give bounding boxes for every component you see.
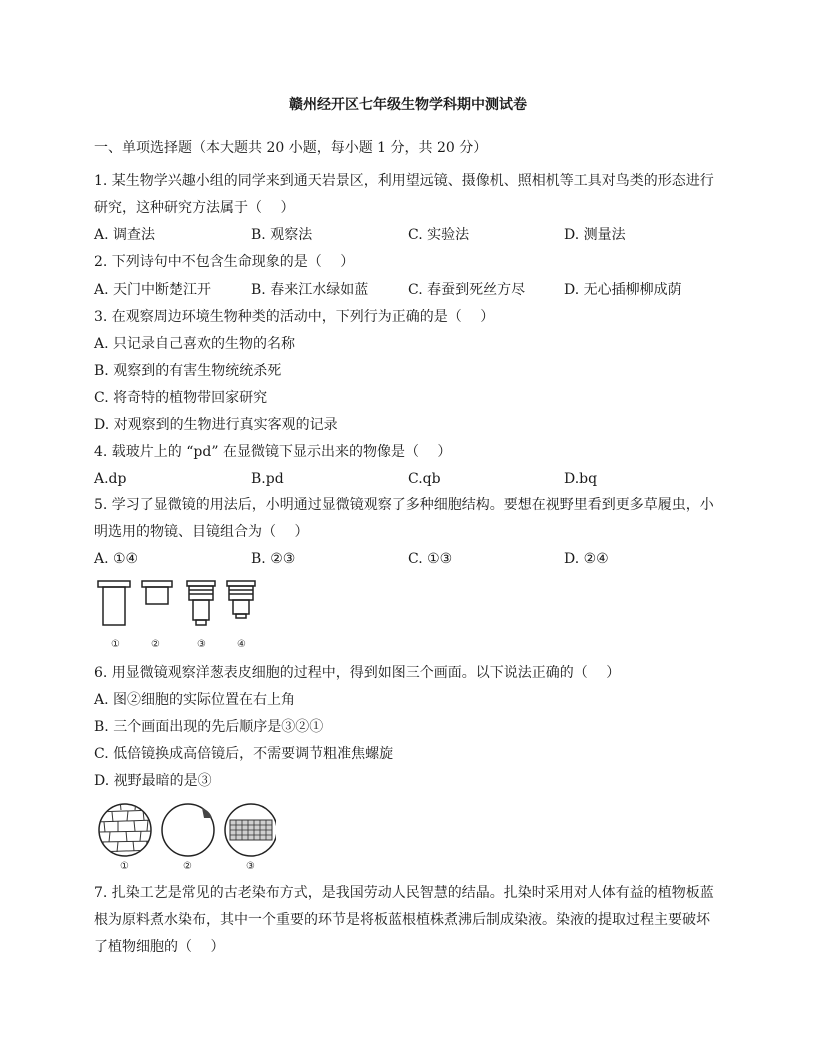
question-7-stem-line3: 了植物细胞的（ ） bbox=[94, 939, 225, 955]
lens-label-3: ③ bbox=[197, 639, 206, 650]
view-label-3: ③ bbox=[246, 861, 255, 872]
field-of-view-2-icon bbox=[162, 804, 214, 856]
question-2-option-a: A. 天门中断楚江开 bbox=[94, 282, 212, 298]
view-label-1: ① bbox=[120, 861, 129, 872]
question-3-option-d: D. 对观察到的生物进行真实客观的记录 bbox=[94, 417, 338, 433]
lens-label-4: ④ bbox=[237, 639, 246, 650]
eyepiece-short-icon bbox=[142, 581, 172, 604]
question-7-stem-line1: 7. 扎染工艺是常见的古老染布方式，是我国劳动人民智慧的结晶。扎染时采用对人体有益的植物板蓝 bbox=[94, 885, 714, 901]
question-6-option-b: B. 三个画面出现的先后顺序是③②① bbox=[94, 719, 324, 735]
question-5-stem-line1: 5. 学习了显微镜的用法后，小明通过显微镜观察了多种细胞结构。要想在视野里看到更多草履虫，小 bbox=[94, 497, 714, 513]
question-4-option-c: C.qb bbox=[408, 471, 441, 487]
question-1-option-b: B. 观察法 bbox=[251, 227, 313, 243]
exam-title: 赣州经开区七年级生物学科期中测试卷 bbox=[289, 97, 527, 113]
question-5-option-d: D. ②④ bbox=[564, 551, 609, 567]
objective-long-icon bbox=[187, 581, 215, 625]
question-1-stem-line1: 1. 某生物学兴趣小组的同学来到通天岩景区，利用望远镜、摄像机、照相机等工具对鸟类的形态进行 bbox=[94, 173, 714, 189]
question-4-option-b: B.pd bbox=[251, 471, 284, 487]
question-3-option-b: B. 观察到的有害生物统统杀死 bbox=[94, 363, 282, 379]
question-1-stem-line2: 研究，这种研究方法属于（ ） bbox=[94, 200, 295, 216]
question-7-stem-line2: 根为原料煮水染布，其中一个重要的环节是将板蓝根植株煮沸后制成染液。染液的提取过程主要破坏 bbox=[94, 912, 710, 928]
question-6-option-d: D. 视野最暗的是③ bbox=[94, 773, 212, 789]
question-5-option-a: A. ①④ bbox=[94, 551, 139, 567]
question-5-stem-line2: 明选用的物镜、目镜组合为（ ） bbox=[94, 524, 309, 540]
question-3-option-c: C. 将奇特的植物带回家研究 bbox=[94, 390, 268, 406]
question-1-option-a: A. 调查法 bbox=[94, 227, 156, 243]
field-of-view-1-icon bbox=[96, 800, 156, 856]
question-4-option-a: A.dp bbox=[94, 471, 127, 487]
section-heading: 一、单项选择题（本大题共 20 小题，每小题 1 分，共 20 分） bbox=[94, 140, 488, 156]
question-4-stem: 4. 载玻片上的 “pd” 在显微镜下显示出来的物像是（ ） bbox=[94, 444, 452, 460]
question-1-option-d: D. 测量法 bbox=[564, 227, 626, 243]
question-2-option-d: D. 无心插柳柳成荫 bbox=[564, 282, 682, 298]
question-3-stem: 3. 在观察周边环境生物种类的活动中，下列行为正确的是（ ） bbox=[94, 309, 495, 325]
lens-label-1: ① bbox=[111, 639, 120, 650]
question-2-option-b: B. 春来江水绿如蓝 bbox=[251, 282, 369, 298]
lens-label-2: ② bbox=[151, 639, 160, 650]
question-2-stem: 2. 下列诗句中不包含生命现象的是（ ） bbox=[94, 254, 355, 270]
question-2-option-c: C. 春蚕到死丝方尽 bbox=[408, 282, 526, 298]
view-label-2: ② bbox=[183, 861, 192, 872]
eyepiece-long-icon bbox=[98, 581, 130, 625]
question-3-option-a: A. 只记录自己喜欢的生物的名称 bbox=[94, 336, 296, 352]
question-4-option-d: D.bq bbox=[564, 471, 598, 487]
question-5-option-b: B. ②③ bbox=[251, 551, 296, 567]
field-of-view-3-icon bbox=[225, 804, 276, 856]
question-1-option-c: C. 实验法 bbox=[408, 227, 470, 243]
microscope-views-figure bbox=[96, 800, 276, 860]
question-6-option-c: C. 低倍镜换成高倍镜后，不需要调节粗准焦螺旋 bbox=[94, 746, 394, 762]
objective-short-icon bbox=[227, 581, 255, 618]
question-6-stem: 6. 用显微镜观察洋葱表皮细胞的过程中，得到如图三个画面。以下说法正确的（ ） bbox=[94, 665, 621, 681]
question-6-option-a: A. 图②细胞的实际位置在右上角 bbox=[94, 692, 296, 708]
question-5-option-c: C. ①③ bbox=[408, 551, 453, 567]
